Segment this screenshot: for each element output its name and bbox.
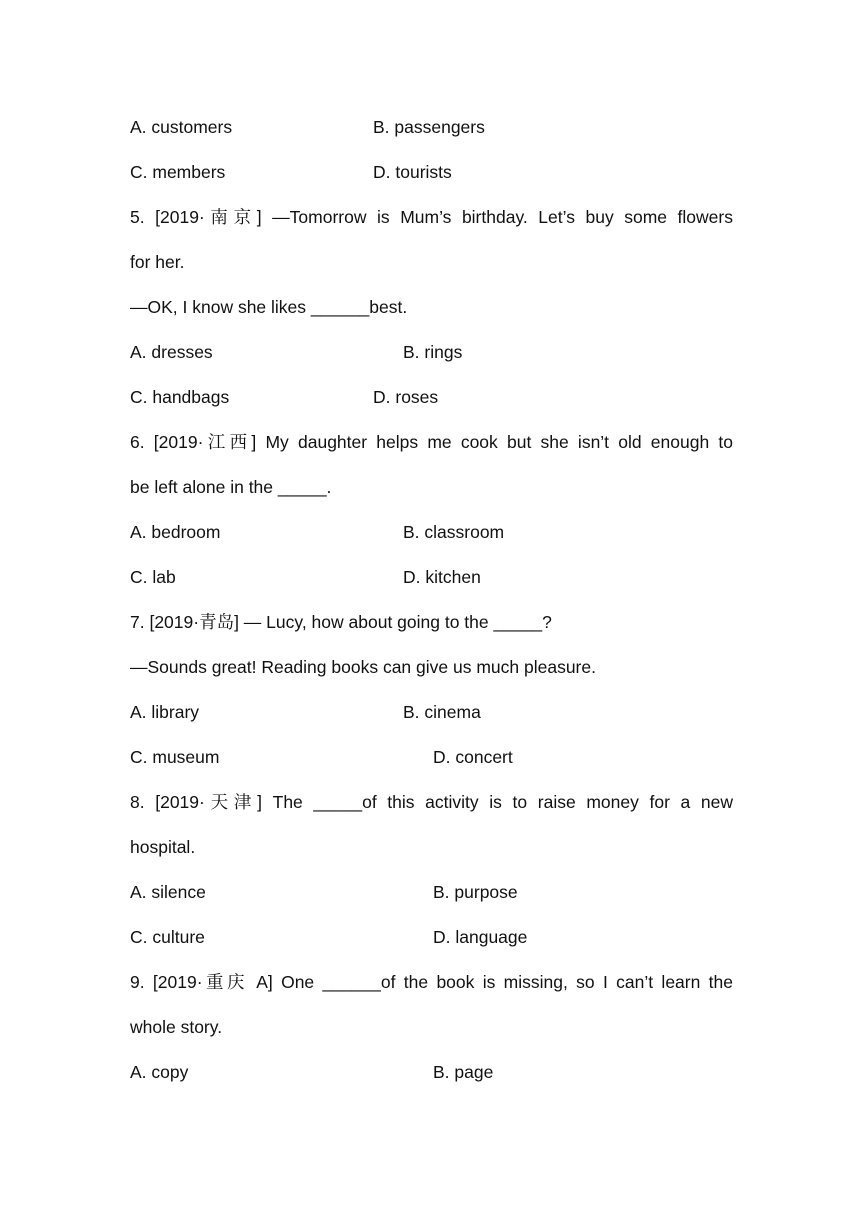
q8-stem-line-1: 8. [2019·天津] The _____of this activity is to raise money for a new	[130, 792, 733, 812]
q9-option-b: B. page	[433, 1062, 494, 1082]
q7-option-d: D. concert	[433, 747, 513, 767]
q5-option-d: D. roses	[373, 387, 439, 407]
q5-stem-line-3: —OK, I know she likes ______best.	[130, 297, 408, 317]
q4-option-d: D. tourists	[373, 162, 452, 182]
q5-option-a: A. dresses	[130, 342, 213, 362]
q9-stem-line-2: whole story.	[130, 1017, 223, 1037]
q7-stem-line-1: 7. [2019·青岛] — Lucy, how about going to the _____?	[130, 612, 552, 632]
q6-stem-line-1: 6. [2019·江西] My daughter helps me cook but she isn’t old enough to	[130, 432, 733, 452]
q7-option-a: A. library	[130, 702, 200, 722]
q8-option-b: B. purpose	[433, 882, 518, 902]
q8-option-c: C. culture	[130, 927, 205, 947]
q6-option-c: C. lab	[130, 567, 176, 587]
q4-option-a: A. customers	[130, 117, 233, 137]
q6-stem-line-2: be left alone in the _____.	[130, 477, 332, 497]
q7-stem-line-2: —Sounds great! Reading books can give us much pleasure.	[130, 657, 596, 677]
q9-stem-line-1: 9. [2019·重庆 A] One ______of the book is missing, so I can’t learn the	[130, 972, 733, 992]
q6-option-b: B. classroom	[403, 522, 505, 542]
q4-option-c: C. members	[130, 162, 226, 182]
q8-stem-line-2: hospital.	[130, 837, 196, 857]
q8-option-d: D. language	[433, 927, 528, 947]
q5-stem-line-1: 5. [2019·南京] —Tomorrow is Mum’s birthday. Let’s buy some flowers	[130, 207, 733, 227]
q9-option-a: A. copy	[130, 1062, 189, 1082]
q4-option-b: B. passengers	[373, 117, 485, 137]
q5-option-b: B. rings	[403, 342, 463, 362]
q7-option-c: C. museum	[130, 747, 220, 767]
q6-option-a: A. bedroom	[130, 522, 221, 542]
q7-option-b: B. cinema	[403, 702, 481, 722]
q8-option-a: A. silence	[130, 882, 206, 902]
q5-stem-line-2: for her.	[130, 252, 185, 272]
q6-option-d: D. kitchen	[403, 567, 481, 587]
q5-option-c: C. handbags	[130, 387, 230, 407]
